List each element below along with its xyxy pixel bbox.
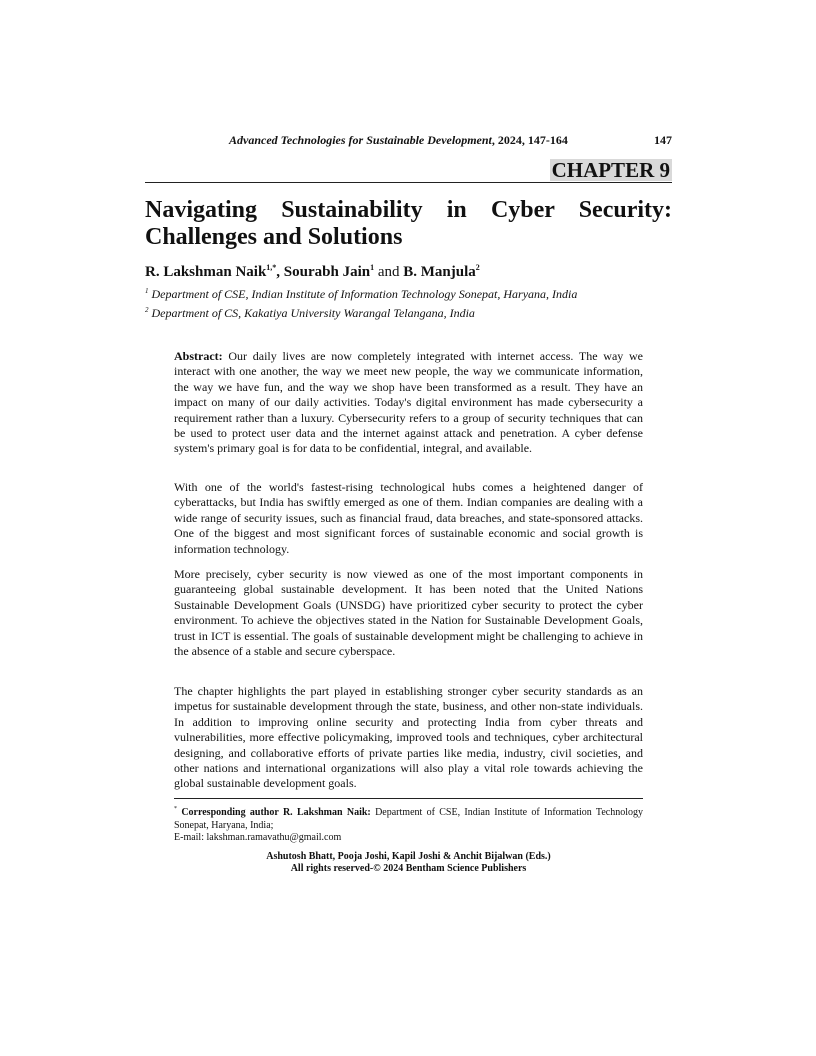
affiliation-text: Department of CSE, Indian Institute of Information Technology Sonepat, Haryana, India (151, 287, 578, 301)
page-number: 147 (654, 133, 672, 147)
author-name: Sourabh Jain (283, 264, 371, 280)
abstract-paragraph-4: The chapter highlights the part played in establishing stronger cyber security standards as an impetus for sustainable development through the state, business, and other non-state individuals. In addition to improving online security and protecting India from cyber threats and vulnerabilities, more effective policymaking, improved tools and techniques, cyber architectural designing, and collaborative efforts of private parties like media, industry, civil societies, and other nations and international organizations will also play a vital role towards achieving the global sustainable development goals. (174, 684, 643, 791)
chapter-title (145, 197, 672, 251)
affiliation-1 (145, 287, 577, 302)
affiliation-text: Department of CS, Kakatiya University Warangal Telangana, India (151, 306, 475, 320)
author-name: R. Lakshman Naik (145, 264, 267, 280)
footnote-label: Corresponding author R. Lakshman Naik: (177, 807, 371, 818)
footnote-email: E-mail: lakshman.ramavathu@gmail.com (174, 832, 342, 843)
abstract-label: Abstract: (174, 349, 223, 363)
title-line-2: Challenges and Solutions (145, 224, 403, 250)
abstract-paragraph-2: With one of the world's fastest-rising technological hubs comes a heightened danger of cyberattacks, but India has swiftly emerged as one of them. Indian companies are dealing with a wide range of security issues, such as financial fraud, data breaches, and state-sponsored attacks. One of the biggest and most significant forces of sustainable economic and social growth is information technology. (174, 480, 643, 556)
author-separator: , (276, 264, 284, 280)
abstract-text: Our daily lives are now completely integrated with internet access. The way we interact with one another, the way we meet new people, the way we communicate information, the way we have fun, and the way we shop have been transformed as a result. They have an impact on many of our daily activities. Today's digital environment has made cybersecurity a requirement rather than a luxury. Cybersecurity refers to a group of security techniques that can be used to protect user data and the internet against attack and penetration. A cyber defense system's primary goal is for data to be confidential, integral, and available. (174, 349, 643, 456)
chapter-label: CHAPTER 9 (551, 158, 670, 182)
abstract-paragraph-3: More precisely, cyber security is now viewed as one of the most important components in guaranteeing global sustainable development. It has been noted that the United Nations Sustainable Development Goals (UNSDG) have prioritized cyber security to protect the cyber environment. To achieve the objectives stated in the Nation for Sustainable Development Goals, trust in ICT is essential. The goals of sustainable development might be challenging to achieve in the absence of a stable and secure cyberspace. (174, 567, 643, 659)
journal-name: Advanced Technologies for Sustainable Development (229, 133, 492, 147)
title-line-1: Navigating Sustainability in Cyber Security: (145, 197, 672, 223)
footnote-mark: * (174, 806, 177, 812)
header-divider (145, 182, 672, 183)
author-affil-mark: 1,* (266, 263, 277, 272)
footnote-divider (174, 798, 643, 799)
author-affil-mark: 1 (370, 263, 375, 272)
running-header (145, 133, 672, 149)
affiliation-mark: 2 (145, 306, 149, 314)
author-name: B. Manjula (403, 264, 476, 280)
journal-citation (229, 133, 568, 148)
rights-line: All rights reserved-© 2024 Bentham Science Publishers (290, 863, 527, 874)
publisher-info (174, 851, 643, 875)
author-affil-mark: 2 (475, 263, 480, 272)
affiliation-2 (145, 306, 475, 321)
abstract-paragraph-1 (174, 349, 643, 457)
affiliation-mark: 1 (145, 287, 149, 295)
author-separator: and (374, 264, 404, 280)
editors-line: Ashutosh Bhatt, Pooja Joshi, Kapil Joshi & Anchit Bijalwan (Eds.) (266, 851, 551, 862)
footnote-text: Department of CSE, Indian Institute of Information Technology Sonepat, Haryana, India; (174, 807, 643, 831)
corresponding-author-footnote (174, 803, 643, 845)
author-list (145, 263, 480, 281)
journal-year-pages: , 2024, 147-164 (491, 133, 568, 147)
